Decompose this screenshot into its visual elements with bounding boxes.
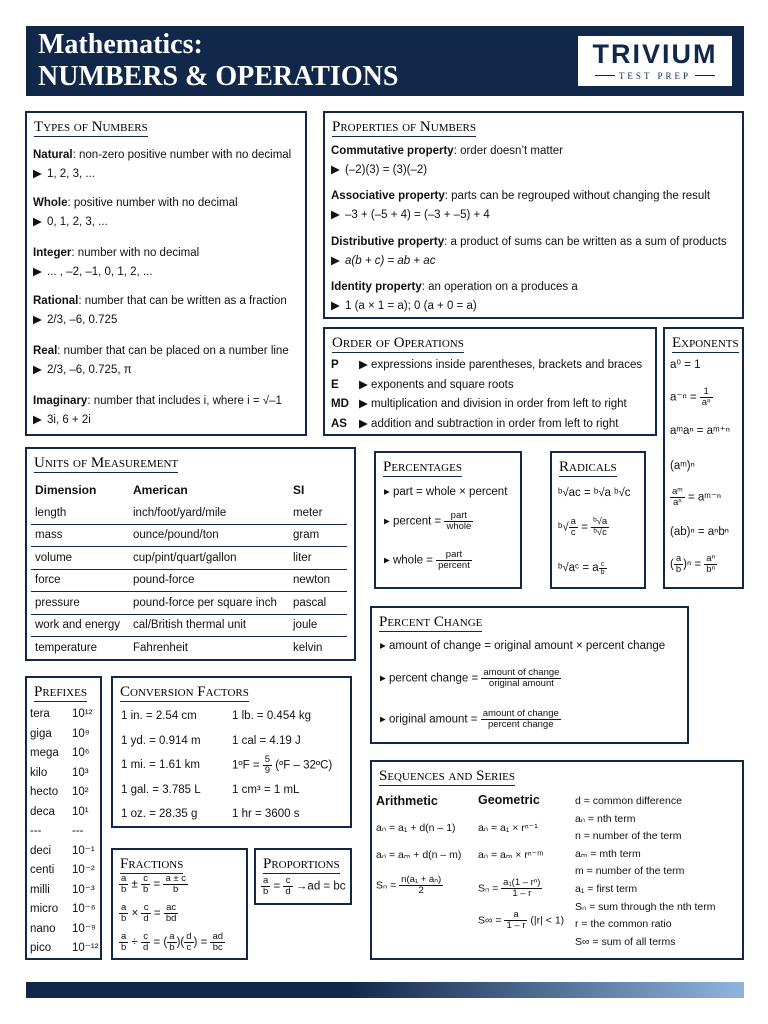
logo-brand: TRIVIUM	[592, 39, 718, 69]
exp-quotient: $\frac{\text{aᵐ}}{\text{aⁿ}}$ = aᵐ⁻ⁿ	[672, 486, 722, 508]
exp-power: (aᵐ)ⁿ	[670, 460, 695, 472]
order-text: ▶ expressions inside parentheses, brackets and braces	[359, 359, 643, 371]
units-col-si: SI	[293, 483, 305, 498]
prefix-value: 10⁹	[72, 727, 90, 740]
table-row	[31, 547, 347, 570]
table-cell: force	[31, 569, 129, 592]
real-line: Real: number that can be placed on a number line	[33, 345, 289, 357]
fraction-add: $\frac{a}{b}$ ± $\frac{c}{b}$ = $\frac{a \pm c}{b}$	[121, 873, 186, 895]
prefix-name: pico	[30, 942, 52, 954]
units-col-american: American	[133, 483, 188, 498]
table-cell: cal/British thermal unit	[129, 614, 289, 637]
order-key: P	[331, 359, 339, 371]
fractions-title: Fractions	[120, 856, 184, 872]
sequence-definition: Sₙ = sum through the nth term	[575, 900, 716, 913]
table-cell: pressure	[31, 592, 129, 615]
sequences-title: Sequences and Series	[379, 768, 516, 784]
table-cell: mass	[31, 524, 129, 547]
distributive-example: ▶ a(b + c) = ab + ac	[331, 255, 436, 267]
exp-zero: a⁰ = 1	[670, 359, 701, 371]
order-title: Order of Operations	[332, 335, 464, 351]
radicals-box	[550, 451, 646, 589]
real-example: ▶ 2/3, –6, 0.725, π	[33, 364, 132, 376]
sequences-box	[370, 760, 744, 960]
conversion-left: 1 yd. = 0.914 m	[121, 734, 201, 747]
prefix-value: 10⁻⁶	[72, 903, 96, 915]
pchange-amount: ▸ amount of change = original amount × percent change	[380, 640, 666, 652]
prefix-name: nano	[30, 922, 56, 935]
exp-fraction-power: ( $\frac{a}{b}$ )ⁿ = $\frac{\text{aⁿ}}{\text{bⁿ}}$	[670, 553, 716, 575]
exp-product: aᵐaⁿ = aᵐ⁺ⁿ	[670, 425, 730, 437]
table-cell: work and energy	[31, 614, 129, 637]
conv-temperature: 1ºF = $\frac{5}{9}$ (ºF – 32ºC)	[232, 754, 333, 776]
natural-example: ▶ 1, 2, 3, ...	[33, 168, 95, 180]
conversion-left: 1 gal. = 3.785 L	[121, 783, 201, 796]
exponents-box	[663, 327, 744, 589]
prefix-name: centi	[30, 864, 55, 876]
identity-line: Identity property: an operation on a produces a	[331, 281, 578, 293]
prefix-name: giga	[30, 727, 52, 740]
table-cell: cup/pint/quart/gallon	[129, 547, 289, 570]
prefix-value: 10⁻⁹	[72, 922, 96, 935]
percentages-title: Percentages	[383, 459, 462, 475]
prefix-value: 10⁶	[72, 747, 90, 759]
exp-product-power: (ab)ⁿ = aⁿbⁿ	[670, 526, 729, 538]
proportions-box	[254, 848, 352, 905]
sequence-definition: n = number of the term	[575, 830, 682, 843]
sequence-definition: aₘ = mth term	[575, 847, 641, 860]
geo-heading: Geometric	[478, 793, 540, 807]
conversion-left: 1 oz. = 28.35 g	[121, 808, 198, 820]
percent-change-box	[370, 606, 689, 744]
fraction-divide: $\frac{a}{b}$ ÷ $\frac{c}{d}$ = ( $\frac{a}{b}$ )( $\frac{d}{c}$ ) = $\frac{ad}{bc}$	[121, 931, 224, 953]
arith-heading: Arithmetic	[376, 794, 438, 808]
order-text: ▶ addition and subtraction in order from left to right	[359, 417, 619, 430]
distributive-line: Distributive property: a product of sums can be written as a sum of products	[331, 236, 727, 248]
fractions-box	[111, 848, 248, 960]
trivium-logo	[578, 36, 732, 86]
table-row	[31, 502, 347, 525]
rational-line: Rational: number that can be written as a fraction	[33, 295, 287, 307]
prefix-value: 10⁻²	[72, 864, 95, 876]
whole-line: Whole: positive number with no decimal	[33, 197, 238, 209]
conversion-right: 1 cm³ = 1 mL	[232, 783, 300, 796]
prefix-value: 10⁻³	[72, 883, 95, 896]
order-key: E	[331, 378, 339, 391]
table-row	[31, 524, 347, 547]
sequence-definition: a₁ = first term	[575, 883, 638, 895]
logo-sub: TEST PREP	[578, 69, 732, 82]
order-text: ▶ multiplication and division in order from left to right	[359, 398, 627, 410]
units-col-dimension: Dimension	[35, 483, 97, 498]
pchange-percent: ▸ percent change = $\frac{\text{amount of change}}{\text{original amount}}$	[380, 667, 560, 689]
conversion-right: 1 lb. = 0.454 kg	[232, 710, 311, 722]
arith-sum: Sₙ = $\frac{\text{n(a₁ + aₙ)}}{2}$	[376, 874, 442, 896]
percentages-box	[374, 451, 522, 589]
whole-example: ▶ 0, 1, 2, 3, ...	[33, 216, 108, 228]
prefix-name: ---	[30, 825, 42, 837]
prefix-name: hecto	[30, 786, 59, 798]
table-cell: length	[31, 502, 129, 525]
pct-part: ▸ part = whole × percent	[384, 486, 508, 498]
table-row	[31, 592, 347, 615]
prefix-value: 10¹²	[72, 708, 93, 720]
imaginary-line: Imaginary: number that includes i, where i = √–1	[33, 395, 282, 407]
imaginary-example: ▶ 3i, 6 + 2i	[33, 414, 91, 426]
radical-power: ᵇ√aᶜ = a $\frac{c}{b}$	[558, 561, 605, 576]
geo-nth-m: aₙ = aₘ × rⁿ⁻ᵐ	[478, 849, 544, 861]
units-title: Units of Measurement	[34, 455, 179, 471]
sequence-definition: m = number of the term	[575, 865, 685, 878]
properties-title: Properties of Numbers	[332, 119, 476, 135]
table-cell: Fahrenheit	[133, 642, 188, 654]
prefix-name: deca	[30, 805, 55, 818]
sequence-definition: aₙ = nth term	[575, 812, 636, 825]
geo-nth: aₙ = a₁ × rⁿ⁻¹	[478, 822, 538, 834]
sequence-definition: d = common difference	[575, 795, 682, 807]
table-cell: temperature	[35, 642, 98, 654]
table-row	[31, 569, 347, 592]
conversion-box	[111, 676, 352, 828]
prefix-name: kilo	[30, 766, 48, 779]
prefix-value: 10⁻¹²	[72, 942, 99, 954]
conversion-right: 1 cal = 4.19 J	[232, 734, 301, 747]
table-row	[31, 614, 347, 637]
page-title-line1: Mathematics:	[38, 29, 203, 60]
prefix-name: tera	[30, 708, 50, 720]
fraction-multiply: $\frac{a}{b}$ × $\frac{c}{d}$ = $\frac{ac}{bd}$	[121, 902, 177, 924]
prefix-name: micro	[30, 903, 59, 915]
order-key: AS	[331, 417, 347, 430]
proportion-rule: $\frac{a}{b}$ = $\frac{c}{d}$ →ad = bc	[263, 875, 346, 897]
conversion-left: 1 mi. = 1.61 km	[121, 759, 200, 771]
table-cell: inch/foot/yard/mile	[129, 502, 289, 525]
table-cell: pound-force	[129, 569, 289, 592]
prefix-value: ---	[72, 825, 84, 837]
footer-bar	[26, 982, 744, 998]
page-header	[26, 26, 744, 96]
table-cell: gram	[289, 524, 347, 547]
order-key: MD	[331, 398, 349, 410]
table-cell: pascal	[289, 592, 347, 615]
arith-nth: aₙ = a₁ + d(n – 1)	[376, 822, 456, 834]
order-of-operations-box	[323, 327, 657, 436]
radicals-title: Radicals	[559, 459, 617, 475]
geo-infinite-sum: S∞ = $\frac{a}{1 - r}$ (|r| < 1)	[478, 909, 565, 931]
table-cell: pound-force per square inch	[129, 592, 289, 615]
pchange-title: Percent Change	[379, 614, 483, 630]
units-box	[25, 447, 356, 661]
prefixes-title: Prefixes	[34, 684, 87, 700]
prefix-name: deci	[30, 844, 52, 857]
radical-quotient: ᵇ√ $\frac{a}{c}$ = $\frac{\text{ᵇ√a}}{\text{ᵇ√c}}$	[558, 516, 608, 538]
integer-example: ▶ ... , –2, –1, 0, 1, 2, ...	[33, 266, 153, 278]
arith-nth-m: aₙ = aₘ + d(n – m)	[376, 849, 462, 861]
prefix-value: 10¹	[72, 805, 89, 818]
commutative-line: Commutative property: order doesn’t matter	[331, 145, 563, 157]
prefix-name: mega	[30, 747, 59, 759]
page-title-line2: NUMBERS & OPERATIONS	[38, 61, 399, 92]
prefix-value: 10⁻¹	[72, 844, 95, 857]
pct-whole: ▸ whole = $\frac{\text{part}}{\text{percent}}$	[384, 549, 470, 571]
types-of-numbers-box	[25, 111, 307, 436]
table-cell: liter	[289, 547, 347, 570]
prefix-name: milli	[30, 883, 50, 896]
proportions-title: Proportions	[263, 856, 340, 872]
table-cell: volume	[31, 547, 129, 570]
identity-example: ▶ 1 (a × 1 = a); 0 (a + 0 = a)	[331, 300, 477, 312]
conversion-title: Conversion Factors	[120, 684, 249, 700]
pchange-original: ▸ original amount = $\frac{\text{amount of change}}{\text{percent change}}$	[380, 708, 559, 730]
types-title: Types of Numbers	[34, 119, 148, 135]
conversion-left: 1 in. = 2.54 cm	[121, 710, 197, 722]
prefix-value: 10²	[72, 786, 89, 798]
table-cell: joule	[289, 614, 347, 637]
pct-percent: ▸ percent = $\frac{\text{part}}{\text{whole}}$	[384, 510, 472, 532]
geo-sum: Sₙ = $\frac{\text{a₁(1 – rⁿ)}}{1 - r}$	[478, 877, 541, 899]
associative-line: Associative property: parts can be regrouped without changing the result	[331, 190, 711, 202]
exponents-title: Exponents	[672, 335, 739, 351]
rational-example: ▶ 2/3, –6, 0.725	[33, 314, 118, 326]
commutative-example: ▶ (–2)(3) = (3)(–2)	[331, 164, 428, 176]
natural-line: Natural: non-zero positive number with no decimal	[33, 149, 292, 161]
table-cell: meter	[289, 502, 347, 525]
table-cell: kelvin	[293, 642, 323, 654]
order-text: ▶ exponents and square roots	[359, 378, 514, 391]
integer-line: Integer: number with no decimal	[33, 247, 200, 259]
prefixes-box	[25, 676, 102, 960]
properties-box	[323, 111, 744, 319]
associative-example: ▶ –3 + (–5 + 4) = (–3 + –5) + 4	[331, 209, 490, 221]
prefix-value: 10³	[72, 766, 89, 779]
radical-product: ᵇ√ac = ᵇ√a ᵇ√c	[558, 487, 631, 499]
sequence-definition: r = the common ratio	[575, 918, 672, 931]
exp-negative: a⁻ⁿ = $\frac{1}{\text{aⁿ}}$	[670, 386, 711, 408]
sequence-definition: S∞ = sum of all terms	[575, 935, 676, 948]
units-table	[31, 479, 347, 659]
table-cell: ounce/pound/ton	[129, 524, 289, 547]
table-row	[31, 637, 347, 660]
conversion-right: 1 hr = 3600 s	[232, 808, 300, 820]
table-cell: newton	[289, 569, 347, 592]
